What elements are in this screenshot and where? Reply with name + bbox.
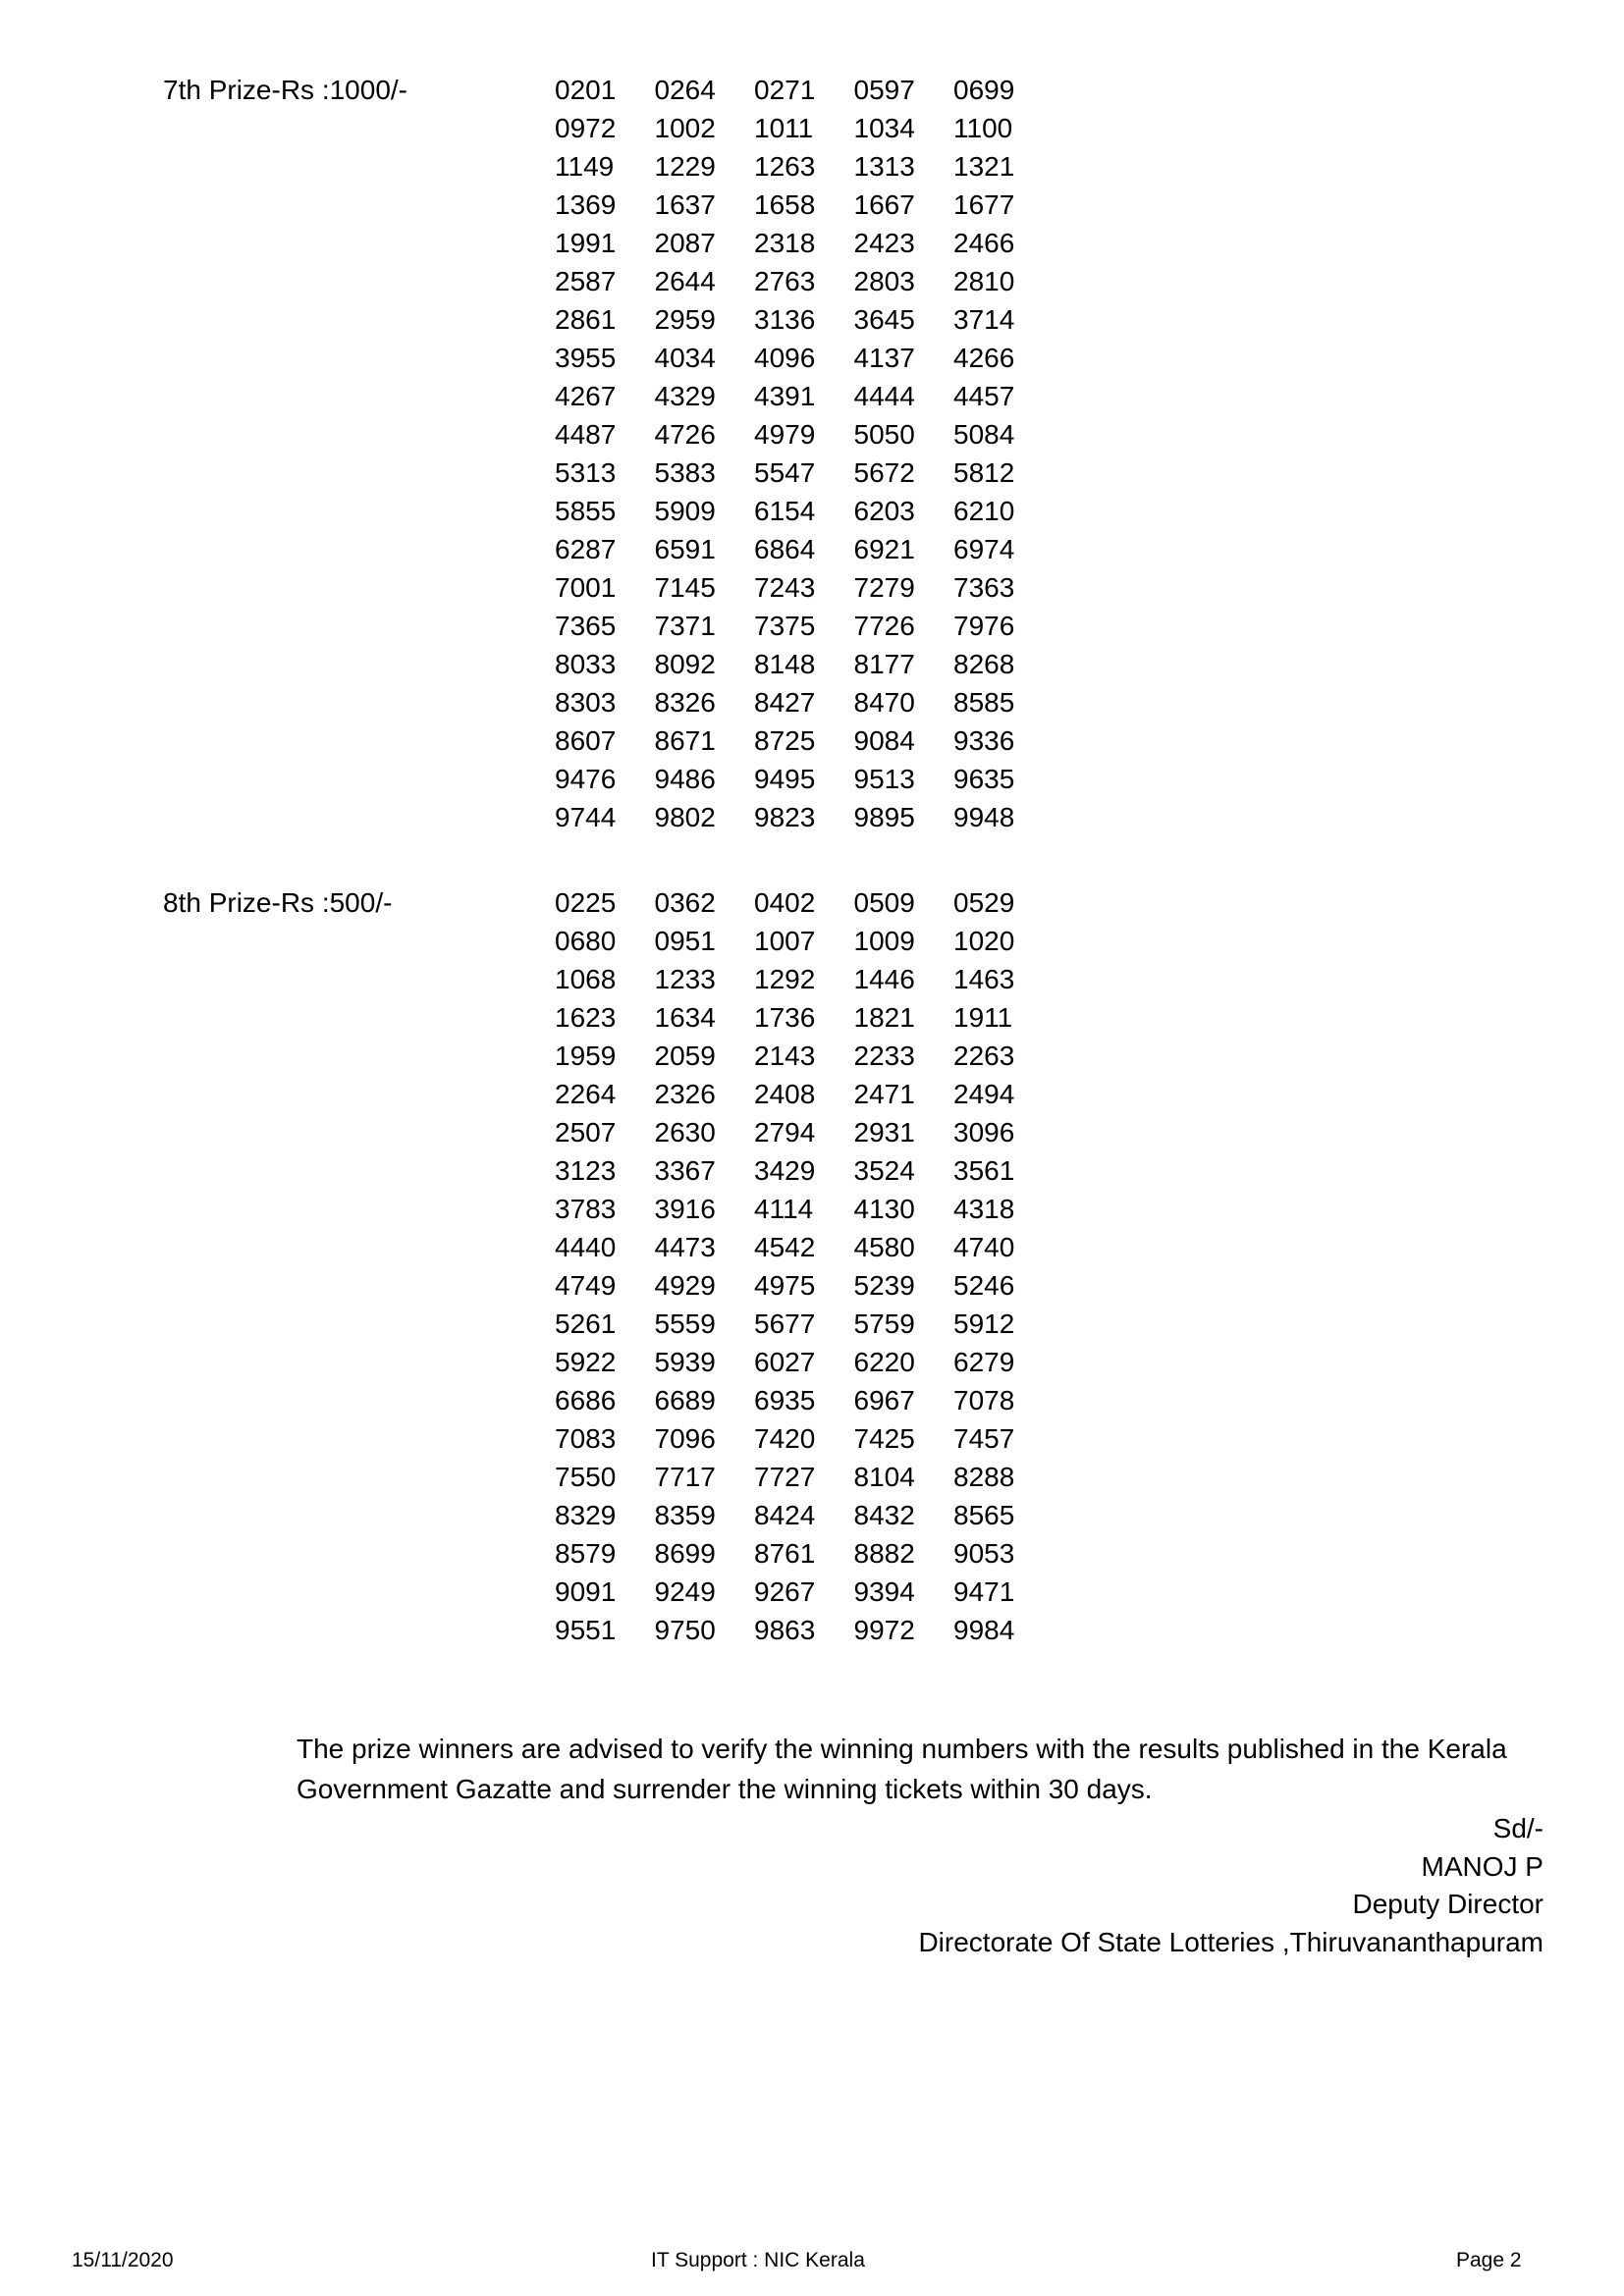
prize-number: 6921 (853, 534, 915, 564)
prize-number: 1911 (953, 1002, 1013, 1033)
prize-number: 2803 (853, 266, 915, 296)
prize-number-row (555, 1381, 1054, 1419)
prize-number: 4034 (654, 343, 716, 373)
prize-number: 6027 (754, 1347, 816, 1377)
prize-number-row (555, 960, 1054, 998)
prize-number: 0597 (853, 75, 915, 105)
prize-number: 7976 (953, 611, 1015, 641)
prize-number: 4266 (953, 343, 1015, 373)
prize-number: 8579 (555, 1538, 617, 1569)
prize-number: 7375 (754, 611, 816, 641)
prize-number: 6689 (654, 1385, 716, 1415)
winner-verification-notice (297, 1729, 1507, 1809)
prize-number: 2494 (953, 1079, 1015, 1109)
prize-number: 4096 (754, 343, 816, 373)
prize-number: 1667 (853, 189, 915, 220)
prize-number: 2466 (953, 228, 1015, 258)
prize-number: 6967 (853, 1385, 915, 1415)
prize-number: 2087 (654, 228, 716, 258)
prize-number: 9863 (754, 1615, 816, 1645)
prize-number-row (555, 568, 1054, 607)
prize-number: 1011 (754, 113, 814, 143)
prize-number: 3524 (853, 1155, 915, 1186)
prize-number-row (555, 530, 1054, 568)
prize-number: 3783 (555, 1194, 617, 1224)
prize-number-row (555, 1458, 1054, 1496)
prize-number: 8427 (754, 687, 816, 718)
prize-number-row (555, 798, 1054, 836)
prize-number: 5759 (853, 1308, 915, 1339)
prize-number: 2233 (853, 1041, 915, 1071)
prize-number: 4391 (754, 381, 816, 411)
prize-number: 3136 (754, 304, 816, 335)
prize-number: 0699 (953, 75, 1015, 105)
prize-number: 4267 (555, 381, 617, 411)
prize-number: 7078 (953, 1385, 1015, 1415)
prize-number: 3367 (654, 1155, 716, 1186)
prize-number: 9984 (953, 1615, 1015, 1645)
prize-number: 1002 (654, 113, 716, 143)
prize-number-row (555, 1573, 1054, 1611)
prize-number-row (555, 377, 1054, 415)
prize-number: 8104 (853, 1462, 915, 1492)
prize-number-row (555, 607, 1054, 645)
prize-number: 2143 (754, 1041, 816, 1071)
prize-number-row (555, 1190, 1054, 1228)
prize-number-row (555, 147, 1054, 186)
prize-number: 1736 (754, 1002, 816, 1033)
prize-number: 4542 (754, 1232, 816, 1262)
prize-number: 3096 (953, 1117, 1015, 1148)
prize-7-label: 7th Prize-Rs :1000/- (163, 75, 407, 105)
prize-number: 9972 (853, 1615, 915, 1645)
prize-number: 8585 (953, 687, 1015, 718)
prize-number-row (555, 1228, 1054, 1266)
prize-number: 2471 (853, 1079, 915, 1109)
prize-number-row (555, 645, 1054, 683)
prize-number-row (555, 454, 1054, 492)
prize-number-row (555, 1037, 1054, 1075)
prize-number: 7243 (754, 572, 816, 603)
prize-number: 9084 (853, 725, 915, 756)
prize-number: 5084 (953, 419, 1015, 450)
prize-7-number-grid (555, 71, 1054, 836)
prize-number: 9551 (555, 1615, 617, 1645)
prize-number: 9895 (853, 802, 915, 832)
prize-number: 8329 (555, 1500, 617, 1530)
prize-number: 9486 (654, 764, 716, 794)
prize-number: 3955 (555, 343, 617, 373)
prize-number: 4979 (754, 419, 816, 450)
prize-number-row (555, 1419, 1054, 1458)
prize-number: 7145 (654, 572, 716, 603)
prize-number: 1313 (853, 151, 915, 182)
prize-number-row (555, 683, 1054, 721)
prize-number: 9750 (654, 1615, 716, 1645)
prize-number: 8761 (754, 1538, 816, 1569)
prize-number: 7726 (853, 611, 915, 641)
prize-number-row (555, 1496, 1054, 1534)
prize-number: 9053 (953, 1538, 1015, 1569)
footer-page-number: Page 2 (1456, 2249, 1522, 2271)
prize-number: 0680 (555, 926, 617, 956)
prize-number: 8565 (953, 1500, 1015, 1530)
prize-number: 2763 (754, 266, 816, 296)
prize-number: 9336 (953, 725, 1015, 756)
prize-number: 1007 (754, 926, 816, 956)
prize-number-row (555, 760, 1054, 798)
prize-number: 2794 (754, 1117, 816, 1148)
prize-number: 9513 (853, 764, 915, 794)
prize-number: 2810 (953, 266, 1015, 296)
prize-number: 3123 (555, 1155, 617, 1186)
prize-number: 5922 (555, 1347, 617, 1377)
prize-number: 1229 (654, 151, 716, 182)
prize-number: 1959 (555, 1041, 617, 1071)
footer-support-text: IT Support : NIC Kerala (651, 2249, 865, 2271)
prize-number-row (555, 1534, 1054, 1573)
prize-number: 9744 (555, 802, 617, 832)
prize-number: 9948 (953, 802, 1015, 832)
prize-number: 7363 (953, 572, 1015, 603)
prize-number: 2059 (654, 1041, 716, 1071)
prize-number: 8424 (754, 1500, 816, 1530)
prize-8-label: 8th Prize-Rs :500/- (163, 887, 393, 918)
prize-number: 7365 (555, 611, 617, 641)
notice-line: Government Gazatte and surrender the winning tickets within 30 days. (297, 1774, 1153, 1804)
prize-number: 1463 (953, 964, 1015, 994)
prize-number: 2959 (654, 304, 716, 335)
prize-number: 7420 (754, 1423, 816, 1454)
prize-number: 2861 (555, 304, 617, 335)
prize-number-row (555, 186, 1054, 224)
prize-number: 2507 (555, 1117, 617, 1148)
prize-number: 5050 (853, 419, 915, 450)
prize-number: 5912 (953, 1308, 1015, 1339)
prize-number: 2587 (555, 266, 617, 296)
prize-number: 1149 (555, 151, 615, 182)
prize-number: 5261 (555, 1308, 617, 1339)
prize-number: 7425 (853, 1423, 915, 1454)
prize-number: 8882 (853, 1538, 915, 1569)
prize-number: 6686 (555, 1385, 617, 1415)
prize-number: 0271 (754, 75, 816, 105)
prize-number: 8699 (654, 1538, 716, 1569)
prize-number: 6279 (953, 1347, 1015, 1377)
prize-number: 0951 (654, 926, 716, 956)
prize-number-row (555, 71, 1054, 109)
signature-directorate: Directorate Of State Lotteries ,Thiruvananthapuram (918, 1926, 1543, 1957)
prize-number: 9249 (654, 1576, 716, 1607)
prize-number: 5383 (654, 457, 716, 488)
prize-number: 1637 (654, 189, 716, 220)
prize-number: 1068 (555, 964, 617, 994)
footer-date: 15/11/2020 (72, 2249, 174, 2271)
prize-number: 1446 (853, 964, 915, 994)
prize-number: 5547 (754, 457, 816, 488)
prize-number: 2423 (853, 228, 915, 258)
prize-number: 0225 (555, 887, 617, 918)
prize-number-row (555, 262, 1054, 300)
signature-name: MANOJ P (1421, 1850, 1543, 1882)
prize-number: 8148 (754, 649, 816, 679)
prize-number: 6935 (754, 1385, 816, 1415)
prize-number: 5677 (754, 1308, 816, 1339)
prize-number: 0402 (754, 887, 816, 918)
signature-block (918, 1810, 1543, 1961)
prize-number: 9823 (754, 802, 816, 832)
prize-number: 6287 (555, 534, 617, 564)
prize-number: 5239 (853, 1270, 915, 1301)
prize-number-row (555, 1611, 1054, 1649)
prize-number: 8326 (654, 687, 716, 718)
prize-number-row (555, 339, 1054, 377)
prize-number: 5855 (555, 496, 617, 526)
prize-number: 0264 (654, 75, 716, 105)
prize-number: 8033 (555, 649, 617, 679)
prize-number: 5559 (654, 1308, 716, 1339)
prize-number: 8725 (754, 725, 816, 756)
prize-number: 9495 (754, 764, 816, 794)
prize-number: 8303 (555, 687, 617, 718)
prize-number: 4580 (853, 1232, 915, 1262)
prize-number: 1677 (953, 189, 1015, 220)
prize-number: 6864 (754, 534, 816, 564)
prize-number: 4975 (754, 1270, 816, 1301)
prize-number-row (555, 224, 1054, 262)
prize-number: 1991 (555, 228, 617, 258)
prize-number-row (555, 492, 1054, 530)
prize-number: 0362 (654, 887, 716, 918)
signature-sd: Sd/- (1492, 1813, 1543, 1843)
prize-number: 7550 (555, 1462, 617, 1492)
prize-number-row (555, 998, 1054, 1037)
prize-number: 1821 (853, 1002, 915, 1033)
prize-number: 7457 (953, 1423, 1015, 1454)
prize-number: 9394 (853, 1576, 915, 1607)
prize-number: 4726 (654, 419, 716, 450)
prize-number: 8092 (654, 649, 716, 679)
prize-number: 7001 (555, 572, 617, 603)
prize-number: 5246 (953, 1270, 1015, 1301)
prize-number: 1369 (555, 189, 617, 220)
prize-number: 1233 (654, 964, 716, 994)
prize-number-row (555, 1151, 1054, 1190)
prize-number: 9471 (953, 1576, 1015, 1607)
prize-number-row (555, 883, 1054, 922)
prize-number: 9476 (555, 764, 617, 794)
prize-number: 6591 (654, 534, 716, 564)
prize-number: 8359 (654, 1500, 716, 1530)
prize-number: 2931 (853, 1117, 915, 1148)
prize-number: 7727 (754, 1462, 816, 1492)
prize-number-row (555, 1343, 1054, 1381)
prize-number: 9635 (953, 764, 1015, 794)
prize-number: 4457 (953, 381, 1015, 411)
prize-number: 7083 (555, 1423, 617, 1454)
prize-number: 5939 (654, 1347, 716, 1377)
prize-number: 4329 (654, 381, 716, 411)
prize-number: 3561 (953, 1155, 1015, 1186)
prize-number: 8671 (654, 725, 716, 756)
prize-number: 8470 (853, 687, 915, 718)
prize-number: 6203 (853, 496, 915, 526)
prize-number: 4740 (953, 1232, 1015, 1262)
prize-number: 2318 (754, 228, 816, 258)
prize-number: 0529 (953, 887, 1015, 918)
prize-number-row (555, 1075, 1054, 1113)
prize-number: 1623 (555, 1002, 617, 1033)
prize-number: 2263 (953, 1041, 1015, 1071)
prize-number: 3645 (853, 304, 915, 335)
prize-number: 3916 (654, 1194, 716, 1224)
prize-number: 5313 (555, 457, 617, 488)
prize-number: 4318 (953, 1194, 1015, 1224)
prize-number: 6220 (853, 1347, 915, 1377)
prize-number: 1263 (754, 151, 816, 182)
prize-number: 2644 (654, 266, 716, 296)
prize-number: 1100 (953, 113, 1013, 143)
prize-number: 1034 (853, 113, 915, 143)
prize-number: 9802 (654, 802, 716, 832)
prize-number: 6210 (953, 496, 1015, 526)
prize-number: 1020 (953, 926, 1015, 956)
prize-number: 4440 (555, 1232, 617, 1262)
prize-number: 2630 (654, 1117, 716, 1148)
prize-number-row (555, 415, 1054, 454)
prize-number: 7096 (654, 1423, 716, 1454)
prize-number: 4473 (654, 1232, 716, 1262)
prize-number: 1321 (953, 151, 1015, 182)
prize-number-row (555, 1113, 1054, 1151)
prize-number: 5672 (853, 457, 915, 488)
prize-number: 1009 (853, 926, 915, 956)
prize-number-row (555, 721, 1054, 760)
prize-8-number-grid (555, 883, 1054, 1649)
prize-number: 8268 (953, 649, 1015, 679)
prize-number-row (555, 1305, 1054, 1343)
prize-number: 8432 (853, 1500, 915, 1530)
prize-number: 3429 (754, 1155, 816, 1186)
prize-number: 2326 (654, 1079, 716, 1109)
prize-number: 4137 (853, 343, 915, 373)
prize-number: 4749 (555, 1270, 617, 1301)
prize-number: 0201 (555, 75, 617, 105)
signature-title: Deputy Director (1352, 1889, 1543, 1919)
prize-number: 2408 (754, 1079, 816, 1109)
prize-number: 1292 (754, 964, 816, 994)
prize-number: 6154 (754, 496, 816, 526)
prize-number: 7717 (654, 1462, 716, 1492)
prize-number-row (555, 1266, 1054, 1305)
prize-number: 4487 (555, 419, 617, 450)
prize-number: 7371 (654, 611, 716, 641)
prize-number: 5812 (953, 457, 1015, 488)
prize-number: 7279 (853, 572, 915, 603)
notice-line: The prize winners are advised to verify the winning numbers with the results published in the Kerala (297, 1734, 1507, 1764)
prize-number: 3714 (953, 304, 1015, 335)
prize-number-row (555, 300, 1054, 339)
prize-number: 9091 (555, 1576, 617, 1607)
prize-number: 4929 (654, 1270, 716, 1301)
prize-number: 0972 (555, 113, 617, 143)
prize-number-row (555, 109, 1054, 147)
prize-number: 0509 (853, 887, 915, 918)
prize-number: 5909 (654, 496, 716, 526)
prize-number: 8607 (555, 725, 617, 756)
prize-number: 8177 (853, 649, 915, 679)
prize-number: 1658 (754, 189, 816, 220)
prize-number: 4444 (853, 381, 915, 411)
prize-number: 4130 (853, 1194, 915, 1224)
prize-number: 2264 (555, 1079, 617, 1109)
prize-number: 6974 (953, 534, 1015, 564)
prize-number: 1634 (654, 1002, 716, 1033)
prize-number: 8288 (953, 1462, 1015, 1492)
prize-number: 9267 (754, 1576, 816, 1607)
prize-number-row (555, 922, 1054, 960)
prize-number: 4114 (754, 1194, 814, 1224)
